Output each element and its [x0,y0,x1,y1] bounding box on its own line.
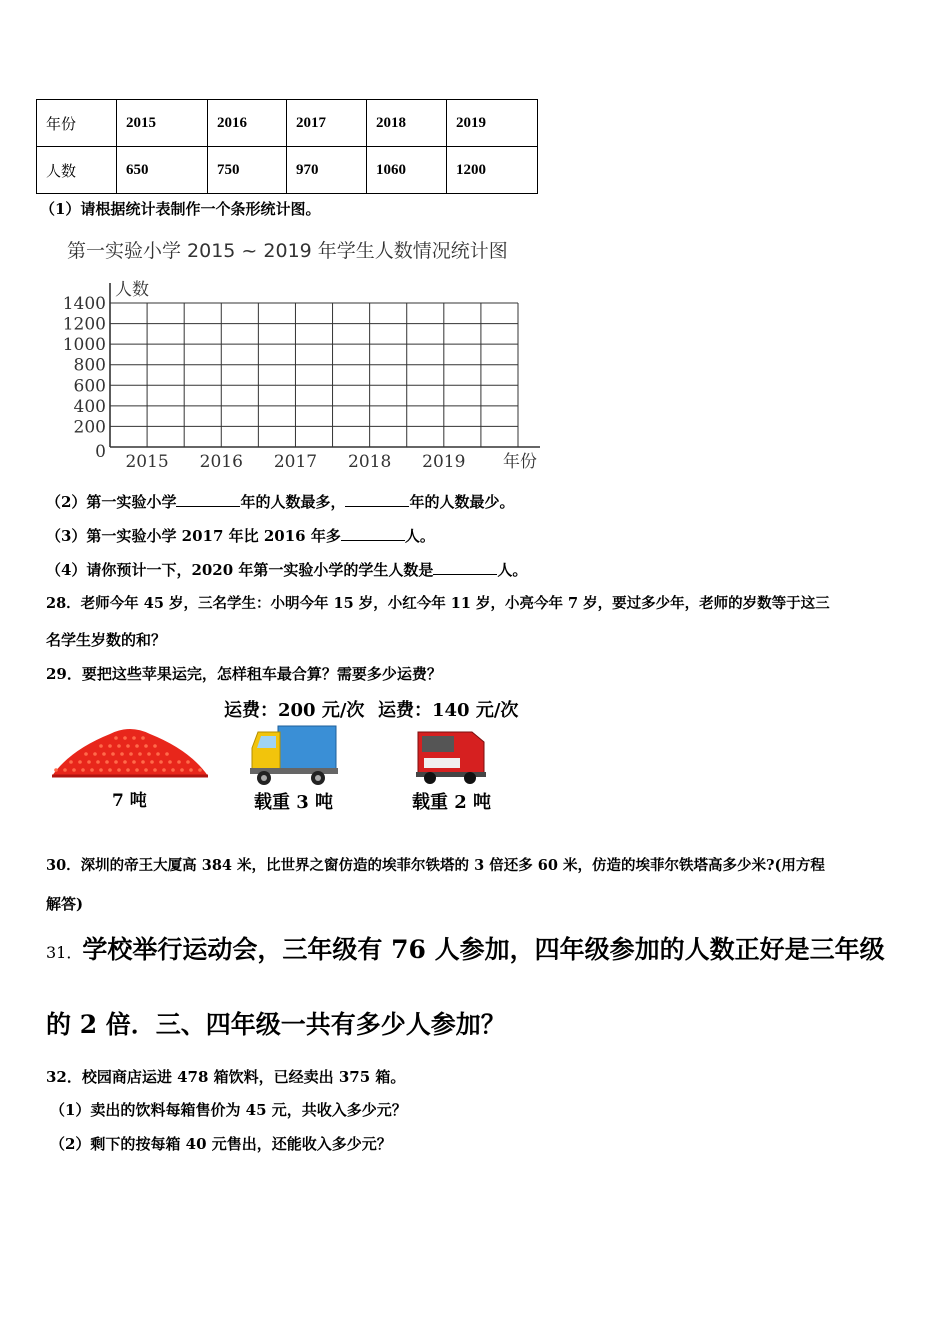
question-30-line1: 30．深圳的帝王大厦高 384 米，比世界之窗仿造的埃菲尔铁塔的 3 倍还多 60 米，仿造的埃菲尔铁塔高多少米?(用方程 [46,857,825,874]
table-cell: 年份 [37,100,117,147]
apple-highlight [153,768,157,772]
question-31-line1 [46,933,885,970]
apple-highlight [102,752,106,756]
x-tick-label: 2017 [273,452,318,472]
y-tick-label: 1200 [62,314,106,335]
q2-text-c: 年的人数最少。 [409,493,515,511]
apple-highlight [72,768,76,772]
apple-highlight [126,744,130,748]
apple-highlight [138,752,142,756]
apple-highlight [123,736,127,740]
table-cell: 650 [117,147,208,194]
table-cell: 2016 [208,100,287,147]
apple-highlight [96,760,100,764]
question-28-line2: 名学生岁数的和？ [46,631,167,649]
y-tick-label: 0 [95,442,106,462]
apple-highlight [186,760,190,764]
apple-highlight [63,768,67,772]
apple-pile-image [50,720,210,782]
fee-label-2: 运费：140 元/次 [378,700,519,721]
apple-highlight [108,768,112,772]
apple-highlight [180,768,184,772]
apple-highlight [117,768,121,772]
table-cell: 1200 [447,147,538,194]
apple-highlight [159,760,163,764]
question-28-line1: 28．老师今年 45 岁，三名学生：小明今年 15 岁，小红今年 11 岁，小亮今年 7 岁，要过多少年，老师的岁数等于这三 [46,595,830,612]
question-29: 29．要把这些苹果运完，怎样租车最合算？需要多少运费？ [46,665,442,683]
apple-highlight [129,752,133,756]
apple-highlight [144,744,148,748]
stats-table [36,99,538,194]
question-32-part2: （2）剩下的按每箱 40 元售出，还能收入多少元？ [50,1135,392,1153]
table-cell: 人数 [37,147,117,194]
apple-highlight [99,744,103,748]
table-cell: 970 [287,147,367,194]
apple-highlight [93,752,97,756]
truck2-load-label: 载重 2 吨 [412,792,492,813]
q2-text-b: 年的人数最多， [240,493,346,511]
chart-title: 第一实验小学 2015 ~ 2019 年学生人数情况统计图 [67,240,508,262]
apple-highlight [120,752,124,756]
apple-highlight [54,768,58,772]
apple-highlight [126,768,130,772]
apple-highlight [168,760,172,764]
y-tick-label: 600 [73,376,106,397]
y-tick-label: 200 [73,417,106,438]
apple-highlight [147,752,151,756]
apple-highlight [189,768,193,772]
apple-highlight [132,760,136,764]
apple-highlight [114,760,118,764]
y-axis-ticks [63,294,106,462]
apple-highlight [171,768,175,772]
apple-highlight [117,744,121,748]
y-tick-label: 1000 [62,335,106,356]
apple-highlight [135,744,139,748]
apple-highlight [81,768,85,772]
truck1-load-label: 载重 3 吨 [254,792,334,813]
apple-highlight [84,752,88,756]
apple-highlight [162,768,166,772]
question-30-line2: 解答) [46,895,84,913]
bar-chart-grid [60,275,550,475]
q4-text-b: 人。 [497,561,528,579]
question-32: 32．校园商店运进 478 箱饮料，已经卖出 375 箱。 [46,1068,406,1086]
apple-highlight [69,760,73,764]
x-axis-label: 年份 [503,452,537,472]
blue-truck-icon [248,722,340,788]
question-4 [46,559,527,580]
apple-highlight [165,752,169,756]
apple-highlight [156,752,160,756]
q31-text-1: 学校举行运动会，三年级有 76 人参加，四年级参加的人数正好是三年级 [82,935,885,964]
question-31-line2: 的 2 倍．三、四年级一共有多少人参加？ [46,1010,506,1039]
answer-blank [433,559,497,575]
question-31-number: 31． [46,943,83,962]
y-tick-label: 800 [73,355,106,376]
q2-text-a: （2）第一实验小学 [46,493,177,511]
y-tick-label: 400 [73,396,106,417]
question-3 [46,525,435,546]
apple-highlight [78,760,82,764]
red-truck-icon [412,728,488,786]
table-cell: 750 [208,147,287,194]
fee-label-1: 运费：200 元/次 [224,700,365,721]
table-cell: 2017 [287,100,367,147]
apple-highlight [123,760,127,764]
apple-highlight [135,768,139,772]
chart-grid [110,283,540,447]
table-cell: 1060 [367,147,447,194]
apple-highlight [153,744,157,748]
question-1: （1）请根据统计表制作一个条形统计图。 [40,200,321,218]
x-axis-ticks [125,452,465,472]
answer-blank [341,525,405,541]
y-tick-label: 1400 [62,294,106,314]
apple-highlight [108,744,112,748]
question-32-part1: （1）卖出的饮料每箱售价为 45 元，共收入多少元？ [50,1101,407,1119]
table-row [37,100,538,147]
x-tick-label: 2019 [422,452,466,472]
apple-highlight [177,760,181,764]
q3-text-b: 人。 [404,527,435,545]
apple-highlight [111,752,115,756]
table-cell: 2019 [447,100,538,147]
table-row [37,147,538,194]
apple-highlight [141,760,145,764]
question-2 [46,491,514,512]
answer-blank [176,491,240,507]
apple-highlight [141,736,145,740]
answer-blank [345,491,409,507]
q3-text-a: （3）第一实验小学 2017 年比 2016 年多 [46,527,341,545]
apple-highlight [132,736,136,740]
x-tick-label: 2016 [199,452,243,472]
apple-highlight [150,760,154,764]
apple-highlight [105,760,109,764]
apple-highlight [114,736,118,740]
apple-weight-label: 7 吨 [112,791,147,811]
apple-highlight [90,768,94,772]
table-cell: 2018 [367,100,447,147]
apple-highlight [99,768,103,772]
x-tick-label: 2015 [125,452,169,472]
apple-highlight [198,768,202,772]
apple-highlight [87,760,91,764]
x-tick-label: 2018 [348,452,392,472]
q4-text-a: （4）请你预计一下，2020 年第一实验小学的学生人数是 [46,561,434,579]
table-cell: 2015 [117,100,208,147]
y-axis-label: 人数 [115,280,149,300]
apple-highlight [144,768,148,772]
